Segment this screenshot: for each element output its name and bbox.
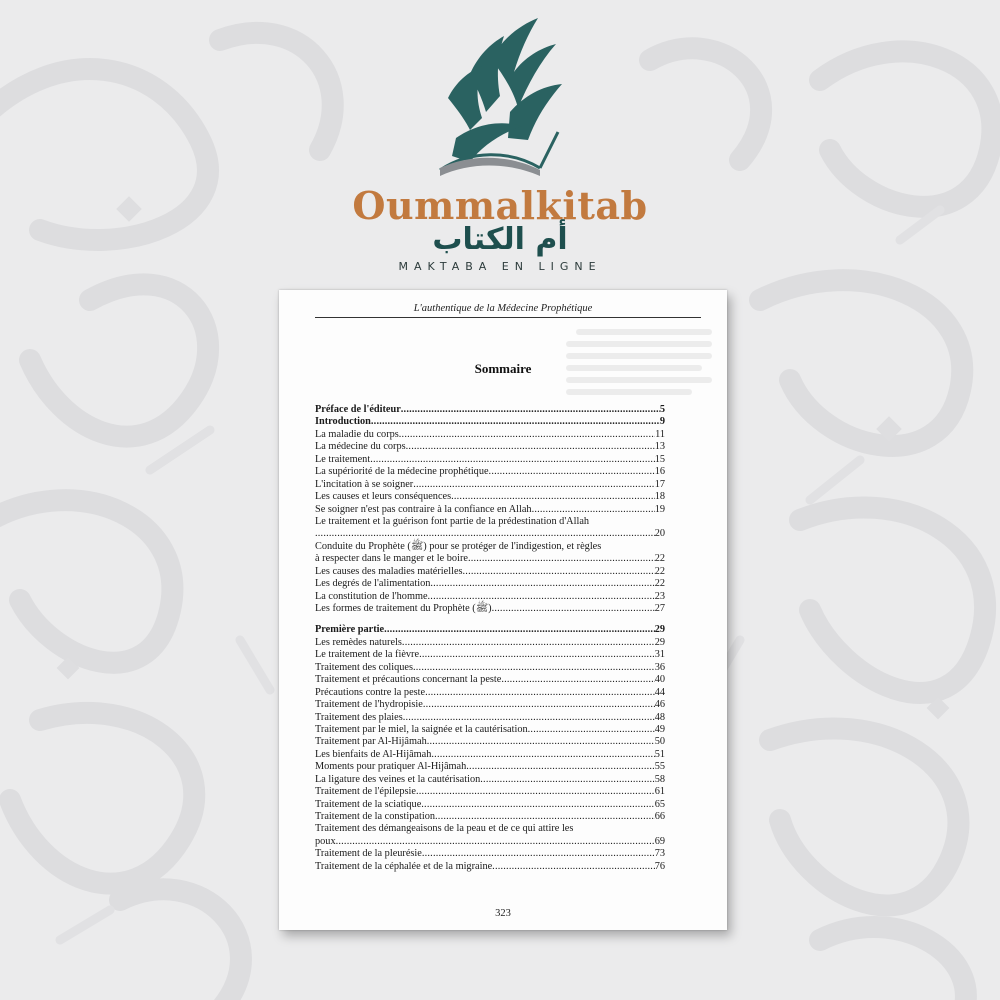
toc-entry-title: Première partie — [315, 624, 385, 636]
toc-dot-leader — [401, 404, 660, 416]
toc-dot-leader — [468, 553, 655, 565]
toc-entry-title: La ligature des veines et la cautérisation — [315, 773, 481, 785]
toc-entry-page: 18 — [654, 491, 665, 503]
toc-dot-leader — [336, 836, 655, 848]
toc-entry-title: Les causes et leurs conséquences — [315, 491, 452, 503]
toc-entry-title: La constitution de l'homme — [315, 590, 428, 602]
toc-entry-title: Traitement et précautions concernant la peste — [315, 674, 502, 686]
toc-entry-title: poux — [315, 835, 336, 847]
toc-dot-leader — [492, 861, 655, 873]
toc-dot-leader — [430, 578, 654, 590]
toc-entry — [315, 712, 665, 724]
toc-dot-leader — [421, 799, 654, 811]
toc-dot-leader — [451, 491, 655, 503]
page-number: 323 — [495, 908, 511, 919]
toc-entry — [315, 504, 665, 516]
toc-entry-title: Les bienfaits de Al-Hijâmah — [315, 748, 432, 760]
toc-dot-leader — [425, 687, 655, 699]
toc-entry — [315, 848, 665, 860]
toc-entry-page: 11 — [655, 428, 665, 440]
toc-entry-page: 73 — [654, 848, 665, 860]
toc-entry-title: Traitement par Al-Hijâmah — [315, 736, 427, 748]
toc-entry-page: 9 — [659, 416, 665, 428]
toc-dot-leader — [403, 712, 655, 724]
toc-entry — [315, 861, 665, 873]
toc-dot-leader — [532, 504, 655, 516]
brand-name: Oummalkitab — [352, 183, 648, 228]
toc-entry-page: 69 — [654, 835, 665, 847]
toc-entry-title: La maladie du corps — [315, 428, 399, 440]
toc-entry-page: 50 — [654, 736, 665, 748]
toc-entry-title-line: Le traitement et la guérison font partie de la prédestination d'Allah — [315, 515, 590, 527]
toc-dot-leader — [413, 662, 655, 674]
toc-entry — [315, 591, 665, 603]
toc-entry-title: Les degrés de l'alimentation — [315, 578, 431, 590]
toc-dot-leader — [463, 566, 655, 578]
toc-entry — [315, 749, 665, 761]
toc-entry-title: La supériorité de la médecine prophétique — [315, 466, 489, 478]
toc-entry-page: 58 — [654, 773, 665, 785]
toc-dot-leader — [428, 591, 655, 603]
toc-entry-page: 22 — [654, 578, 665, 590]
toc-entry-title: Traitement de l'épilepsie — [315, 786, 416, 798]
toc-entry-title: Traitement des coliques — [315, 661, 413, 673]
toc-entry-page: 13 — [654, 441, 665, 453]
toc-entry — [315, 404, 665, 416]
toc-dot-leader — [427, 736, 655, 748]
toc-entry-title: Moments pour pratiquer Al-Hijâmah — [315, 761, 467, 773]
toc-entry-title: Les remèdes naturels — [315, 636, 402, 648]
toc-dot-leader — [413, 479, 654, 491]
toc-dot-leader — [402, 637, 655, 649]
header-rule — [315, 317, 701, 318]
brand-arabic-name: أم الكتاب — [432, 222, 568, 257]
toc-dot-leader — [370, 454, 655, 466]
table-of-contents — [315, 404, 665, 873]
toc-entry-title: Traitement de la sciatique — [315, 798, 422, 810]
toc-dot-leader — [501, 674, 654, 686]
toc-entry-title: Préface de l'éditeur — [315, 404, 401, 415]
toc-entry-page: 20 — [654, 528, 665, 540]
toc-dot-leader — [384, 624, 655, 636]
toc-entry-title: Traitement de la constipation — [315, 811, 436, 822]
toc-entry-title: Traitement de l'hydropisie — [315, 699, 423, 711]
toc-entry-page: 23 — [654, 590, 665, 602]
toc-entry — [315, 553, 665, 565]
toc-gap — [315, 615, 665, 624]
toc-entry — [315, 566, 665, 578]
toc-entry — [315, 454, 665, 466]
toc-entry-title: Précautions contre la peste — [315, 686, 426, 698]
toc-entry-page: 15 — [654, 453, 665, 465]
toc-entry — [315, 603, 665, 615]
toc-entry-page: 61 — [654, 786, 665, 798]
toc-entry-title: La médecine du corps — [315, 441, 406, 453]
toc-dot-leader — [489, 466, 655, 478]
toc-entry — [315, 699, 665, 711]
toc-dot-leader — [399, 429, 655, 441]
toc-entry — [315, 491, 665, 503]
toc-entry-page: 16 — [654, 466, 665, 478]
toc-entry-page: 22 — [654, 553, 665, 565]
toc-dot-leader — [480, 774, 654, 786]
toc-entry — [315, 687, 665, 699]
toc-entry-page: 27 — [654, 603, 665, 614]
toc-entry — [315, 799, 665, 811]
toc-entry-page: 5 — [659, 404, 665, 415]
toc-entry — [315, 441, 665, 453]
toc-entry-page: 65 — [654, 798, 665, 810]
toc-dot-leader — [423, 699, 655, 711]
toc-entry-page: 76 — [654, 860, 665, 872]
toc-entry-title: Traitement de la pleurésie — [315, 848, 422, 860]
toc-entry-title: Traitement des plaies — [315, 711, 403, 723]
toc-entry-page: 40 — [654, 674, 665, 686]
toc-entry-title: Traitement de la céphalée et de la migraine — [315, 860, 493, 872]
toc-entry — [315, 649, 665, 661]
toc-entry — [315, 528, 665, 540]
toc-entry-page: 55 — [654, 761, 665, 773]
toc-title: Sommaire — [474, 361, 532, 376]
book-page — [279, 290, 727, 930]
toc-entry — [315, 774, 665, 786]
toc-entry-page: 29 — [654, 624, 665, 636]
toc-entry — [315, 637, 665, 649]
toc-entry — [315, 736, 665, 748]
toc-entry — [315, 466, 665, 478]
toc-dot-leader — [435, 811, 655, 823]
toc-entry-page: 51 — [654, 748, 665, 760]
toc-entry — [315, 662, 665, 674]
brand-tagline: MAKTABA EN LIGNE — [398, 260, 602, 273]
toc-dot-leader — [406, 441, 655, 453]
toc-entry-title: Les formes de traitement du Prophète (ﷺ) — [315, 603, 492, 614]
toc-dot-leader — [431, 749, 654, 761]
toc-entry — [315, 416, 665, 428]
toc-entry — [315, 674, 665, 686]
toc-entry-page: 29 — [654, 636, 665, 648]
toc-entry-page: 66 — [654, 811, 665, 822]
toc-dot-leader — [422, 848, 655, 860]
toc-entry — [315, 429, 665, 441]
running-head: L'authentique de la Médecine Prophétique — [413, 303, 593, 314]
toc-dot-leader — [466, 761, 654, 773]
toc-dot-leader — [315, 528, 655, 540]
toc-entry — [315, 786, 665, 798]
toc-entry — [315, 761, 665, 773]
toc-entry — [315, 578, 665, 590]
toc-entry-title: Introduction — [315, 416, 371, 428]
toc-entry-title: Le traitement de la fièvre — [315, 649, 420, 661]
toc-entry-page: 48 — [654, 711, 665, 723]
toc-dot-leader — [492, 603, 655, 615]
toc-entry-title: à respecter dans le manger et le boire — [315, 553, 468, 565]
toc-entry-title: Se soigner n'est pas contraire à la confiance en Allah — [315, 503, 532, 515]
toc-dot-leader — [416, 786, 655, 798]
toc-entry-page: 19 — [654, 503, 665, 515]
toc-entry-page: 17 — [654, 478, 665, 490]
toc-entry — [315, 724, 665, 736]
toc-entry-page: 31 — [654, 649, 665, 661]
toc-entry-page: 36 — [654, 661, 665, 673]
toc-entry-title: Le traitement — [315, 453, 371, 465]
toc-entry-title-line: Conduite du Prophète (ﷺ) pour se protéger de l'indigestion, et règles — [315, 540, 602, 552]
toc-entry — [315, 836, 665, 848]
toc-entry-page: 49 — [654, 723, 665, 735]
toc-entry — [315, 624, 665, 636]
toc-entry — [315, 811, 665, 823]
toc-entry — [315, 479, 665, 491]
toc-dot-leader — [371, 416, 660, 428]
toc-dot-leader — [419, 649, 655, 661]
toc-entry-title: L'incitation à se soigner — [315, 478, 414, 490]
toc-entry-page: 22 — [654, 565, 665, 577]
toc-dot-leader — [528, 724, 655, 736]
toc-entry-page: 44 — [654, 686, 665, 698]
toc-entry-title: Traitement par le miel, la saignée et la cautérisation — [315, 723, 528, 735]
toc-entry-page: 46 — [654, 699, 665, 711]
toc-entry-title-line: Traitement des démangeaisons de la peau et de ce qui attire les — [315, 823, 574, 835]
toc-entry-title: Les causes des maladies matérielles — [315, 565, 463, 577]
